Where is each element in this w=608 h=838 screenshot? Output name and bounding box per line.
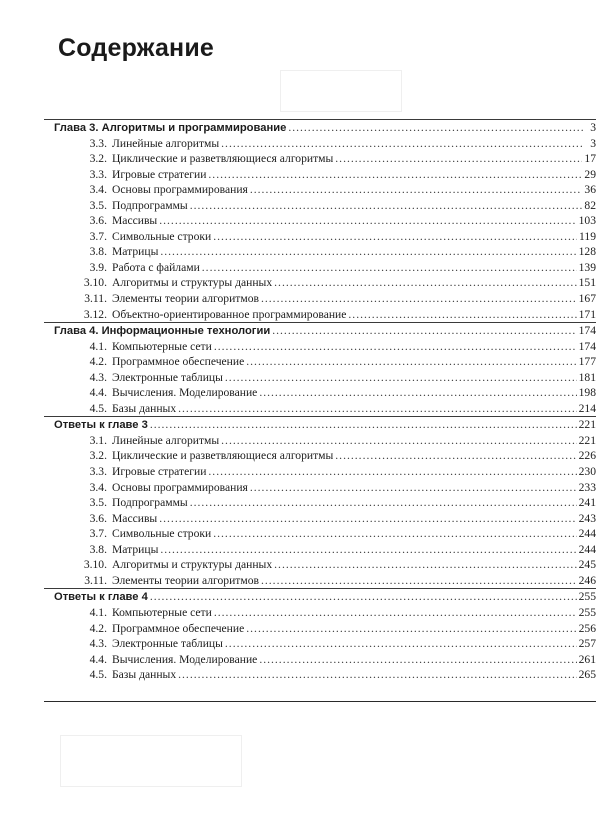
toc-leader-dots (150, 589, 577, 605)
toc-leader-dots (214, 339, 577, 355)
toc-entry-page: 233 (578, 480, 596, 494)
toc-entry-number: 4.2. (89, 621, 107, 635)
toc-entry-number: 3.8. (89, 245, 107, 259)
toc-section-heading (44, 416, 596, 433)
toc-entry-page: 221 (578, 418, 596, 432)
toc-leader-dots (208, 167, 582, 183)
toc-entry-title: Подпрограммы (112, 198, 188, 212)
toc-entry-number: 4.4. (89, 386, 107, 400)
toc-entry-title: Электронные таблицы (112, 637, 223, 651)
toc-entry-page: 243 (578, 511, 596, 525)
toc-entry-title: Линейные алгоритмы (112, 136, 220, 150)
toc-entry-number: 3.6. (89, 511, 107, 525)
page-title: Содержание (58, 34, 215, 62)
toc-leader-dots (261, 573, 577, 589)
toc-entry-number: 3.12. (83, 307, 107, 321)
toc-entry-title: Глава 4. Информационные технологии (54, 325, 271, 338)
toc-entry (44, 260, 596, 276)
toc-entry (44, 213, 596, 229)
toc-entry-page: 230 (578, 465, 596, 479)
toc-entry (44, 542, 596, 558)
toc-entry (44, 652, 596, 668)
toc-entry-page: 255 (578, 590, 596, 604)
toc-entry (44, 167, 596, 183)
toc-entry (44, 495, 596, 511)
toc-entry-page: 128 (578, 245, 596, 259)
toc-entry-number: 3.3. (89, 167, 107, 181)
toc-entry (44, 511, 596, 527)
toc-leader-dots (246, 354, 576, 370)
toc-entry-page: 255 (578, 605, 596, 619)
toc-entry-title: Символьные строки (112, 229, 212, 243)
toc-entry-title: Электронные таблицы (112, 370, 223, 384)
toc-entry-number: 4.3. (89, 370, 107, 384)
toc-entry (44, 370, 596, 386)
toc-entry-page: 226 (578, 449, 596, 463)
table-of-contents (44, 119, 596, 683)
toc-entry-page: 29 (584, 167, 596, 181)
toc-leader-dots (213, 229, 577, 245)
toc-entry-page: 198 (578, 386, 596, 400)
toc-entry-title: Массивы (112, 214, 158, 228)
toc-entry-page: 36 (584, 183, 596, 197)
show-through-box (60, 735, 242, 787)
toc-entry-title: Массивы (112, 511, 158, 525)
toc-leader-dots (178, 667, 576, 683)
toc-entry-title: Линейные алгоритмы (112, 433, 220, 447)
toc-entry (44, 339, 596, 355)
toc-entry-number: 4.2. (89, 355, 107, 369)
toc-entry (44, 198, 596, 214)
toc-leader-dots (225, 636, 577, 652)
toc-entry (44, 354, 596, 370)
toc-entry-number: 3.8. (89, 542, 107, 556)
toc-entry-title: Символьные строки (112, 527, 212, 541)
toc-entry (44, 464, 596, 480)
toc-entry (44, 151, 596, 167)
toc-entry-number: 4.3. (89, 637, 107, 651)
toc-entry-number: 4.1. (89, 605, 107, 619)
toc-entry-title: Вычисления. Моделирование (112, 386, 258, 400)
toc-leader-dots (221, 136, 584, 152)
toc-entry-page: 214 (578, 401, 596, 415)
toc-entry (44, 275, 596, 291)
toc-entry-title: Компьютерные сети (112, 339, 212, 353)
toc-entry-number: 3.3. (89, 465, 107, 479)
toc-entry (44, 291, 596, 307)
toc-entry-title: Алгоритмы и структуры данных (112, 558, 273, 572)
toc-entry-title: Глава 3. Алгоритмы и программирование (54, 122, 287, 134)
toc-entry-title: Базы данных (112, 401, 177, 415)
toc-leader-dots (274, 275, 576, 291)
toc-leader-dots (202, 260, 577, 276)
toc-leader-dots (250, 182, 583, 198)
toc-leader-dots (190, 198, 583, 214)
toc-entry-number: 3.9. (89, 260, 107, 274)
toc-entry (44, 573, 596, 589)
toc-entry-title: Вычисления. Моделирование (112, 652, 258, 666)
toc-entry-number: 3.2. (89, 449, 107, 463)
toc-entry-title: Игровые стратегии (112, 465, 207, 479)
toc-leader-dots (160, 542, 576, 558)
toc-entry-title: Базы данных (112, 668, 177, 682)
toc-leader-dots (208, 464, 576, 480)
toc-entry-page: 103 (578, 214, 596, 228)
toc-leader-dots (190, 495, 577, 511)
toc-leader-dots (150, 417, 577, 433)
toc-entry-page: 151 (578, 276, 596, 290)
toc-entry-number: 3.7. (89, 527, 107, 541)
toc-entry (44, 307, 596, 323)
toc-entry-page: 241 (578, 496, 596, 510)
toc-entry-number: 3.11. (84, 573, 107, 587)
toc-entry-page: 167 (578, 292, 596, 306)
toc-leader-dots (272, 323, 576, 339)
toc-entry (44, 136, 596, 152)
toc-entry-title: Программное обеспечение (112, 355, 245, 369)
toc-leader-dots (214, 605, 577, 621)
toc-entry-title: Основы программирования (112, 183, 248, 197)
toc-entry-title: Объектно-ориентированное программирование (112, 307, 347, 321)
toc-entry-title: Матрицы (112, 542, 159, 556)
toc-entry (44, 244, 596, 260)
toc-entry-page: 257 (578, 637, 596, 651)
toc-entry-page: 261 (578, 652, 596, 666)
toc-entry-title: Основы программирования (112, 480, 248, 494)
toc-entry (44, 401, 596, 417)
toc-entry-page: 82 (584, 198, 596, 212)
toc-entry-number: 4.5. (89, 668, 107, 682)
toc-entry-number: 3.4. (89, 480, 107, 494)
toc-entry (44, 605, 596, 621)
toc-entry-page: 3 (590, 136, 596, 150)
toc-leader-dots (259, 652, 576, 668)
toc-entry-title: Алгоритмы и структуры данных (112, 276, 273, 290)
toc-entry (44, 557, 596, 573)
toc-leader-dots (159, 511, 576, 527)
toc-leader-dots (348, 307, 576, 323)
toc-entry-page: 181 (578, 370, 596, 384)
toc-leader-dots (250, 480, 577, 496)
toc-leader-dots (213, 526, 576, 542)
toc-entry-page: 265 (578, 668, 596, 682)
toc-entry-number: 3.11. (84, 292, 107, 306)
toc-entry-page: 177 (578, 355, 596, 369)
toc-entry-title: Матрицы (112, 245, 159, 259)
toc-section-heading (44, 322, 596, 339)
toc-entry-number: 3.2. (89, 152, 107, 166)
toc-section-heading (44, 119, 596, 136)
bottom-rule (44, 701, 596, 702)
toc-entry-page: 244 (578, 527, 596, 541)
toc-entry (44, 229, 596, 245)
toc-entry-title: Ответы к главе 3 (54, 419, 148, 432)
toc-entry-title: Компьютерные сети (112, 605, 212, 619)
toc-entry-page: 171 (578, 307, 596, 321)
toc-entry-number: 3.7. (89, 229, 107, 243)
toc-entry (44, 433, 596, 449)
toc-entry-number: 3.5. (89, 496, 107, 510)
toc-entry-number: 4.1. (89, 339, 107, 353)
toc-entry-number: 3.4. (89, 183, 107, 197)
toc-leader-dots (274, 557, 576, 573)
toc-entry-page: 3 (590, 121, 596, 134)
toc-entry-number: 4.4. (89, 652, 107, 666)
toc-entry (44, 385, 596, 401)
toc-entry-title: Ответы к главе 4 (54, 591, 148, 604)
toc-entry-title: Игровые стратегии (112, 167, 207, 181)
toc-leader-dots (221, 433, 576, 449)
toc-entry-page: 17 (584, 152, 596, 166)
toc-leader-dots (335, 448, 576, 464)
toc-entry (44, 667, 596, 683)
toc-entry-page: 119 (579, 229, 596, 243)
toc-leader-dots (335, 151, 582, 167)
toc-leader-dots (246, 621, 576, 637)
toc-entry-page: 174 (578, 324, 596, 338)
toc-entry-page: 244 (578, 542, 596, 556)
toc-entry-title: Работа с файлами (112, 260, 200, 274)
toc-entry (44, 182, 596, 198)
toc-entry-page: 139 (578, 260, 596, 274)
toc-entry-title: Элементы теории алгоритмов (112, 573, 259, 587)
show-through-box (280, 70, 402, 112)
toc-leader-dots (160, 244, 576, 260)
toc-entry-number: 3.3. (89, 136, 107, 150)
toc-entry (44, 621, 596, 637)
toc-entry-number: 3.6. (89, 214, 107, 228)
toc-leader-dots (225, 370, 577, 386)
toc-entry-page: 256 (578, 621, 596, 635)
toc-entry-title: Циклические и разветвляющиеся алгоритмы (112, 152, 334, 166)
toc-entry-number: 3.1. (89, 433, 107, 447)
toc-leader-dots (261, 291, 577, 307)
toc-entry-number: 3.10. (83, 276, 107, 290)
toc-entry-page: 246 (578, 573, 596, 587)
toc-entry-page: 221 (578, 433, 596, 447)
toc-entry (44, 480, 596, 496)
toc-entry-number: 3.10. (83, 558, 107, 572)
toc-leader-dots (259, 385, 576, 401)
toc-leader-dots (159, 213, 576, 229)
toc-section-heading (44, 588, 596, 605)
toc-entry (44, 448, 596, 464)
toc-leader-dots (288, 120, 584, 136)
toc-entry-title: Элементы теории алгоритмов (112, 292, 259, 306)
toc-entry-title: Программное обеспечение (112, 621, 245, 635)
toc-entry-page: 174 (578, 339, 596, 353)
toc-entry (44, 636, 596, 652)
toc-entry-page: 245 (578, 558, 596, 572)
toc-entry (44, 526, 596, 542)
toc-entry-title: Подпрограммы (112, 496, 188, 510)
toc-entry-number: 3.5. (89, 198, 107, 212)
toc-entry-number: 4.5. (89, 401, 107, 415)
toc-entry-title: Циклические и разветвляющиеся алгоритмы (112, 449, 334, 463)
toc-leader-dots (178, 401, 576, 417)
